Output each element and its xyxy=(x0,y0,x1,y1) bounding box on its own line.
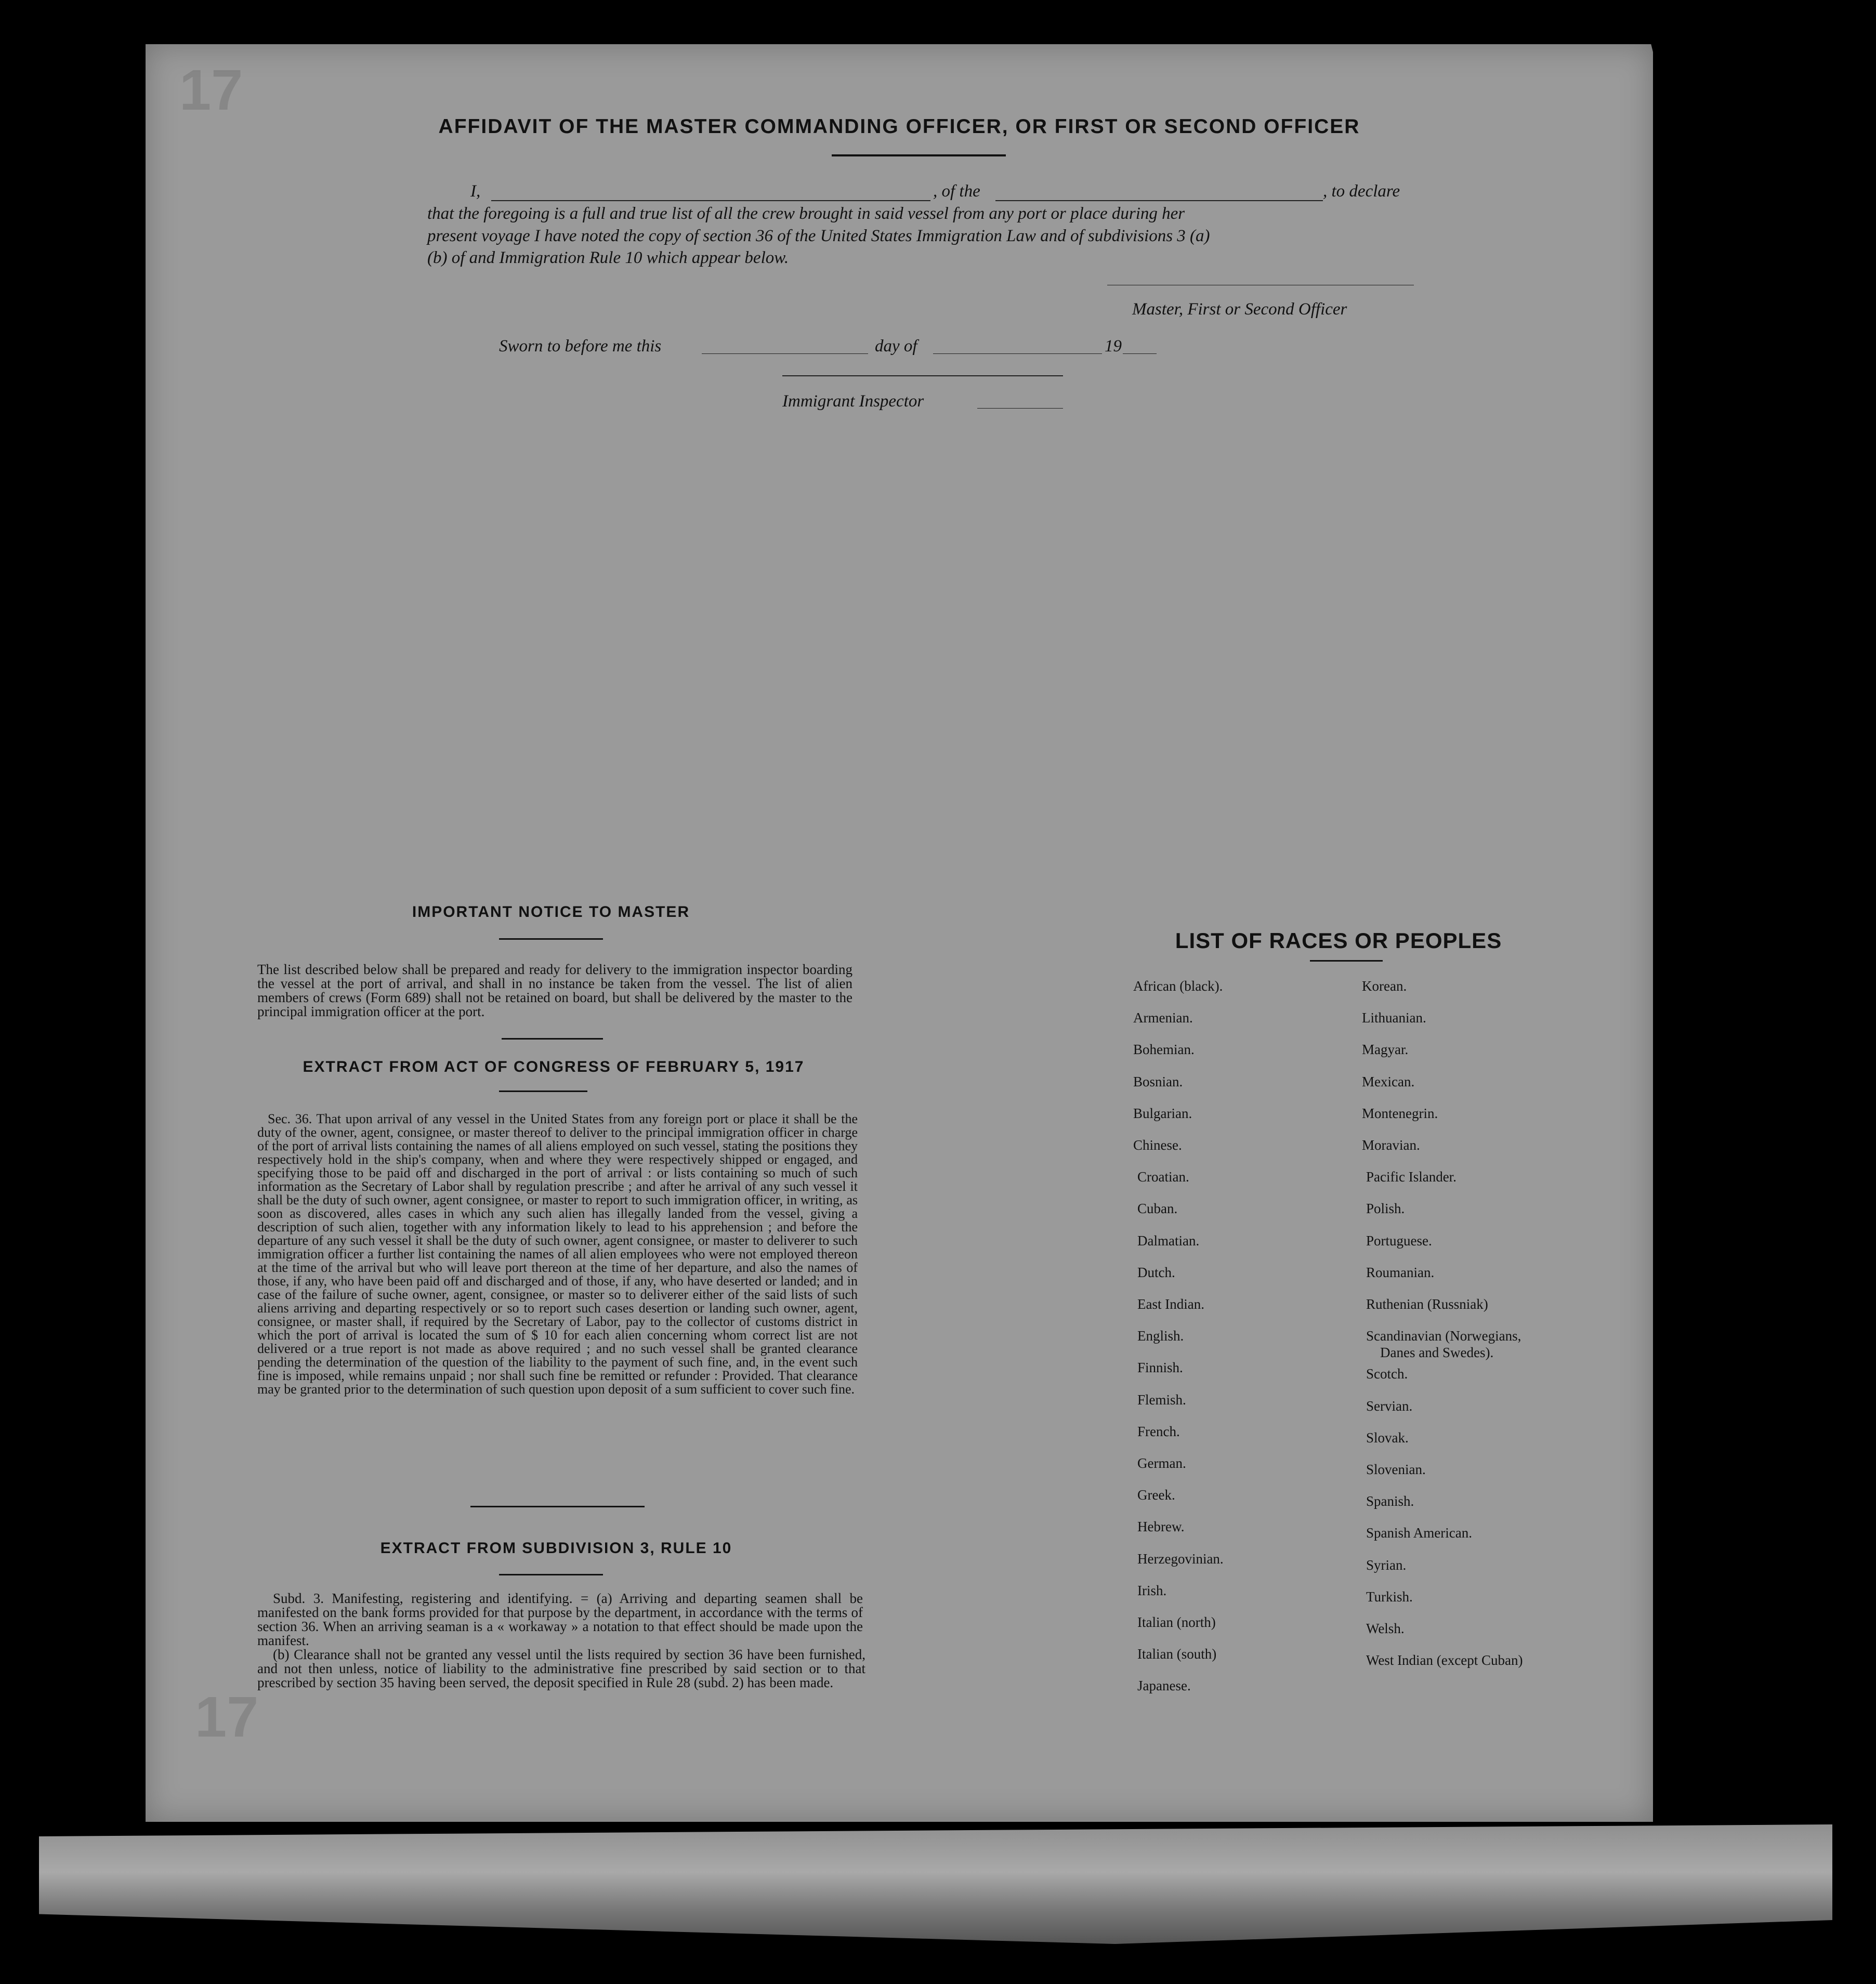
race-item: Flemish. xyxy=(1137,1392,1186,1408)
punch-hole xyxy=(1707,238,1730,262)
race-item: Ruthenian (Russniak) xyxy=(1366,1296,1488,1312)
race-item: Chinese. xyxy=(1133,1137,1182,1153)
race-item: Portuguese. xyxy=(1366,1233,1432,1249)
race-item: Slovenian. xyxy=(1366,1462,1426,1477)
act-extract-text: Sec. 36. That upon arrival of any vessel in the United States from any foreign port or place it shall be the duty of the owner, agent, consignee, or master thereof to deliver to the principal immigration officer in charge of the port of arrival lists containing the names of all aliens employed on such vessel, stating the positions they respectively hold in the ship's company, when and where they were respectively shipped or engaged, and specifying those to be paid off and discharged in the port of arrival : or lists containing so much of such information as the Secretary of Labor shall by regulation prescribe ; and after he arrival of any such vessel it shall be the duty of such owner, agent consignee, or master to report to such immigration officer, in writing, as soon as discovered, alles cases in which any such alien has illegally landed from the vessel, giving a description of such alien, together with any information likely to lead to his apprehension ; and before the departure of any such vessel it shall be the duty of such owner, agent consignee, or master to deliverer to such immigration officer a further list containing the names of all alien employees who were not employed thereon at the time of the arrival but who will leave port thereon at the time of her departure, and also the names of those, if any, who have been paid off and discharged and of those, if any, who have deserted or landed; and in case of the failure of suche owner, agent, consignee, or master so to deliverer either of the said lists of such aliens arriving and departing respectively or so to report such cases desertion or landing such owner, agent, consignee, or master shall, if required by the Secretary of Labor, pay to the collector of customs district in which the port of arrival is located the sum of $ 10 for each alien concerning whom correct list are not delivered or a true report is not made as above required ; and no such vessel shall be granted clearance pending the determination of the question of the liability to the payment of such fine, and, in the event such fine is imposed, while remains unpaid ; nor shall such fine be remitted or refunder : Provided. That clearance may be granted prior to the determination of such question upon deposit of a sum sufficient to cover such fine. xyxy=(257,1111,858,1397)
notice-bottom-rule xyxy=(502,1038,603,1040)
act-extract-title: EXTRACT FROM ACT OF CONGRESS OF FEBRUARY 5, 1917 xyxy=(303,1058,805,1075)
affidavit-title: AFFIDAVIT OF THE MASTER COMMANDING OFFICER, OR FIRST OR SECOND OFFICER xyxy=(438,115,1360,138)
race-item: Finnish. xyxy=(1137,1360,1183,1375)
race-item: Italian (north) xyxy=(1137,1614,1216,1630)
vessel-name-blank[interactable] xyxy=(995,200,1323,201)
punch-hole xyxy=(1700,1174,1724,1198)
officer-signature-label: Master, First or Second Officer xyxy=(1132,300,1347,319)
punch-hole xyxy=(1700,1255,1724,1279)
notice-title-rule xyxy=(499,938,603,940)
sworn-month-blank[interactable] xyxy=(933,353,1102,354)
race-item: English. xyxy=(1137,1328,1184,1344)
race-item: Croatian. xyxy=(1137,1169,1189,1185)
inspector-blank[interactable] xyxy=(977,408,1063,409)
punch-hole xyxy=(1704,1525,1728,1548)
race-item: Montenegrin. xyxy=(1362,1106,1438,1121)
year-blank[interactable] xyxy=(1123,353,1157,354)
race-item: Irish. xyxy=(1137,1583,1167,1598)
race-item: Scotch. xyxy=(1366,1366,1408,1382)
race-item: Turkish. xyxy=(1366,1589,1413,1605)
race-item: Bohemian. xyxy=(1133,1042,1195,1057)
race-item-continuation: Danes and Swedes). xyxy=(1380,1345,1494,1360)
act-extract-title-rule xyxy=(499,1090,587,1092)
affidavit-line-2: that the foregoing is a full and true list of all the crew brought in said vessel from any port or place during her xyxy=(427,204,1185,223)
race-item: French. xyxy=(1137,1424,1180,1439)
race-item: East Indian. xyxy=(1137,1296,1204,1312)
sworn-day-blank[interactable] xyxy=(702,353,868,354)
notice-title: IMPORTANT NOTICE TO MASTER xyxy=(412,903,690,921)
inspector-signature-blank[interactable] xyxy=(782,375,1063,376)
race-item: Spanish American. xyxy=(1366,1525,1472,1541)
affidavit-of-the: , of the xyxy=(933,182,980,201)
race-item: Servian. xyxy=(1366,1398,1413,1414)
torn-corner xyxy=(1648,31,1773,198)
races-title: LIST OF RACES OR PEOPLES xyxy=(1175,928,1502,953)
affidavit-i: I, xyxy=(470,182,481,201)
race-item: Dutch. xyxy=(1137,1265,1175,1280)
race-item: Lithuanian. xyxy=(1362,1010,1426,1026)
race-item: Armenian. xyxy=(1133,1010,1193,1026)
race-item: Moravian. xyxy=(1362,1137,1420,1153)
race-item: Japanese. xyxy=(1137,1678,1191,1693)
affidavit-title-rule xyxy=(832,154,1006,156)
race-item: Pacific Islander. xyxy=(1366,1169,1457,1185)
race-item: Scandinavian (Norwegians, xyxy=(1366,1328,1521,1344)
punch-hole xyxy=(1707,589,1730,613)
rule-extract-text-b: (b) Clearance shall not be granted any vessel until the lists required by section 36 have been furnished, and not then unless, notice of liability to the administrative fine prescribed by said section or to that prescribed by section 35 having been served, the deposit specified in Rule 28 (subd. 2) has been made. xyxy=(257,1647,865,1690)
races-title-rule xyxy=(1310,960,1383,962)
affidavit-line-3: present voyage I have noted the copy of section 36 of the United States Immigration Law and of subdivisions 3 (a) xyxy=(427,227,1210,245)
notice-text: The list described below shall be prepared and ready for delivery to the immigration inspector boarding the vessel at the port of arrival, and shall in no instance be taken from the vessel. The list of alien members of crews (Form 689) shall not be retained on board, but shall be delivered by the master to the principal immigration officer at the port. xyxy=(257,962,852,1019)
race-item: German. xyxy=(1137,1455,1186,1471)
rule-extract-text-a: Subd. 3. Manifesting, registering and identifying. = (a) Arriving and departing seamen shall be manifested on the bank forms provided for that purpose by the department, in accordance with the terms of section 36. When an arriving seaman is a « workaway » a notation to that effect should be made upon the manifest. xyxy=(257,1591,863,1648)
race-item: Slovak. xyxy=(1366,1430,1409,1446)
punch-hole xyxy=(1707,321,1730,345)
punch-hole xyxy=(1707,672,1730,696)
race-item: Bulgarian. xyxy=(1133,1106,1192,1121)
rule-extract-title-rule xyxy=(499,1574,603,1575)
race-item: Dalmatian. xyxy=(1137,1233,1200,1249)
race-item: Mexican. xyxy=(1362,1074,1415,1089)
race-item: Welsh. xyxy=(1366,1621,1405,1636)
master-name-blank[interactable] xyxy=(491,200,930,201)
punch-hole xyxy=(1704,1607,1728,1631)
race-item: Korean. xyxy=(1362,978,1407,994)
sworn-label: Sworn to before me this xyxy=(499,337,662,356)
race-item: Polish. xyxy=(1366,1201,1405,1216)
affidavit-to-declare: , to declare xyxy=(1323,182,1400,201)
race-item: African (black). xyxy=(1133,978,1223,994)
race-item: Herzegovinian. xyxy=(1137,1551,1224,1567)
race-item: Roumanian. xyxy=(1366,1265,1435,1280)
race-item: Spanish. xyxy=(1366,1493,1414,1509)
rule-extract-title: EXTRACT FROM SUBDIVISION 3, RULE 10 xyxy=(380,1540,732,1557)
folded-page-edge xyxy=(39,1824,1832,1944)
race-item: Italian (south) xyxy=(1137,1646,1217,1662)
margin-number-bottom: 17 xyxy=(195,1685,259,1749)
affidavit-line-4: (b) of and Immigration Rule 10 which appear below. xyxy=(427,248,789,267)
margin-number-top: 17 xyxy=(179,58,243,122)
immigrant-inspector-label: Immigrant Inspector xyxy=(782,392,924,411)
race-item: Bosnian. xyxy=(1133,1074,1183,1089)
day-of-label: day of xyxy=(875,337,917,356)
race-item: Syrian. xyxy=(1366,1557,1407,1573)
year-label: 19 xyxy=(1105,337,1122,356)
race-item: Magyar. xyxy=(1362,1042,1409,1057)
act-extract-bottom-rule xyxy=(470,1506,645,1507)
race-item: Cuban. xyxy=(1137,1201,1178,1216)
race-item: Greek. xyxy=(1137,1487,1175,1503)
race-item: Hebrew. xyxy=(1137,1519,1185,1534)
race-item: West Indian (except Cuban) xyxy=(1366,1652,1523,1668)
